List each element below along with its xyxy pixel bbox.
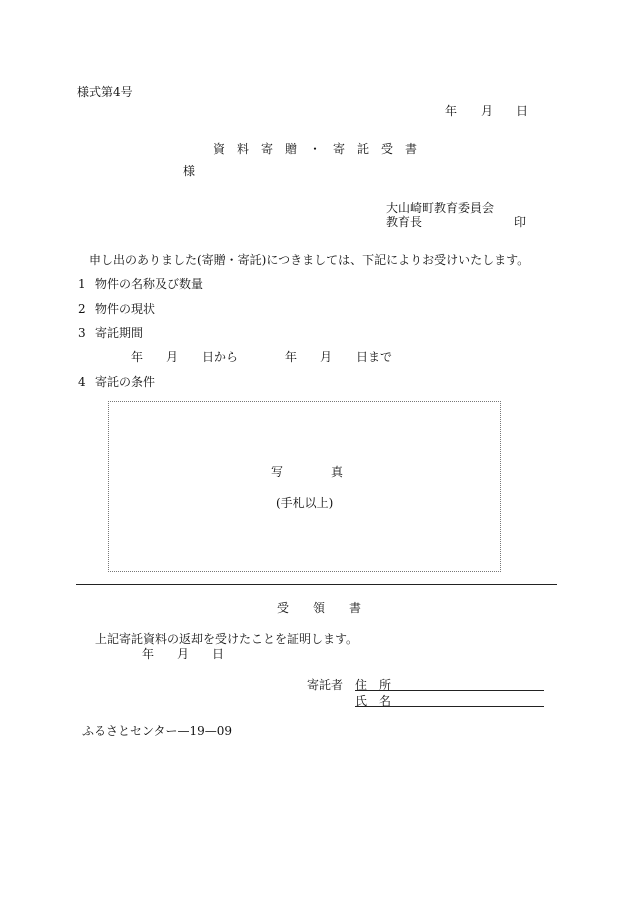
item-number: 1 (78, 277, 86, 291)
addressee-suffix: 様 (183, 164, 196, 178)
footer-code: ふるさとセンター—19—09 (82, 724, 233, 738)
issuer-title: 教育長 (386, 215, 423, 229)
name-line (355, 706, 544, 707)
item-number: 4 (78, 375, 86, 389)
period-from-day: 日から (202, 350, 239, 364)
period-to-day: 日まで (356, 350, 393, 364)
address-line (355, 690, 544, 691)
name-label: 氏 名 (355, 694, 392, 708)
receipt-date-year: 年 (142, 647, 155, 661)
depositor-label: 寄託者 (307, 678, 344, 692)
photo-note: (手札以上) (276, 496, 334, 510)
receipt-statement: 上記寄託資料の返却を受けたことを証明します。 (95, 632, 359, 646)
address-label: 住 所 (355, 678, 392, 692)
seal-mark: 印 (514, 215, 527, 229)
period-from-month: 月 (166, 350, 179, 364)
date-top-day: 日 (516, 104, 529, 118)
receipt-title: 受 領 書 (277, 601, 362, 615)
photo-box (108, 401, 501, 572)
period-from-year: 年 (131, 350, 144, 364)
item-number: 2 (78, 302, 86, 316)
section-divider (76, 584, 557, 585)
date-top-month: 月 (481, 104, 494, 118)
form-number: 様式第4号 (77, 85, 133, 99)
period-to-month: 月 (320, 350, 333, 364)
receipt-date-day: 日 (212, 647, 225, 661)
item-label: 物件の名称及び数量 (95, 277, 204, 291)
receipt-date-month: 月 (177, 647, 190, 661)
photo-label: 写 真 (271, 465, 344, 479)
item-label: 寄託期間 (95, 326, 144, 340)
period-to-year: 年 (285, 350, 298, 364)
intro-text: 申し出のありました(寄贈・寄託)につきましては、下記によりお受けいたします。 (89, 253, 530, 267)
item-label: 寄託の条件 (95, 375, 156, 389)
document-title: 資 料 寄 贈 ・ 寄 託 受 書 (213, 142, 418, 156)
item-number: 3 (78, 326, 86, 340)
issuer-org: 大山崎町教育委員会 (386, 201, 495, 215)
item-label: 物件の現状 (95, 302, 156, 316)
date-top-year: 年 (445, 104, 458, 118)
